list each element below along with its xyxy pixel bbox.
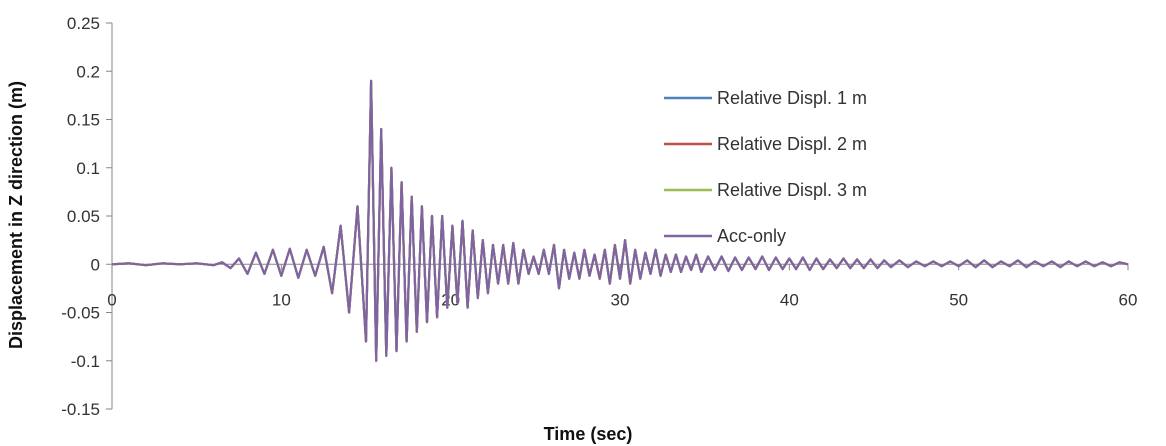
x-tick-label: 40 — [779, 290, 799, 310]
y-axis — [61, 14, 112, 419]
y-tick-label: -0.15 — [61, 400, 100, 419]
x-axis — [107, 264, 1137, 309]
y-tick-label: 0 — [90, 255, 100, 275]
x-tick-label: 30 — [610, 290, 630, 310]
y-axis-title: Displacement in Z direction (m) — [6, 80, 26, 350]
y-tick-label: -0.1 — [70, 351, 100, 371]
x-tick-label: 20 — [441, 290, 461, 310]
y-tick-label: 0.2 — [76, 62, 100, 82]
legend-label: Relative Displ. 1 m — [717, 88, 868, 108]
legend-label: Acc-only — [717, 226, 787, 246]
y-tick-label: 0.25 — [66, 14, 100, 33]
legend-label: Relative Displ. 3 m — [717, 180, 868, 200]
y-tick-label: -0.05 — [61, 303, 100, 323]
series-line-1 — [112, 81, 1128, 361]
legend — [664, 88, 867, 246]
series-line-3 — [112, 81, 1128, 361]
series-line-4 — [112, 81, 1128, 361]
y-tick-label: 0.1 — [76, 158, 100, 178]
y-tick-label: 0.15 — [66, 110, 100, 130]
legend-label: Relative Displ. 2 m — [717, 134, 868, 154]
x-tick-label: 60 — [1118, 290, 1138, 310]
plot-lines — [112, 81, 1128, 361]
y-tick-label: 0.05 — [66, 207, 100, 226]
x-axis-title: Time (sec) — [543, 424, 633, 444]
x-tick-label: 10 — [271, 290, 291, 310]
series-line-2 — [112, 81, 1128, 361]
x-tick-label: 0 — [107, 290, 117, 310]
x-tick-label: 50 — [949, 290, 969, 310]
